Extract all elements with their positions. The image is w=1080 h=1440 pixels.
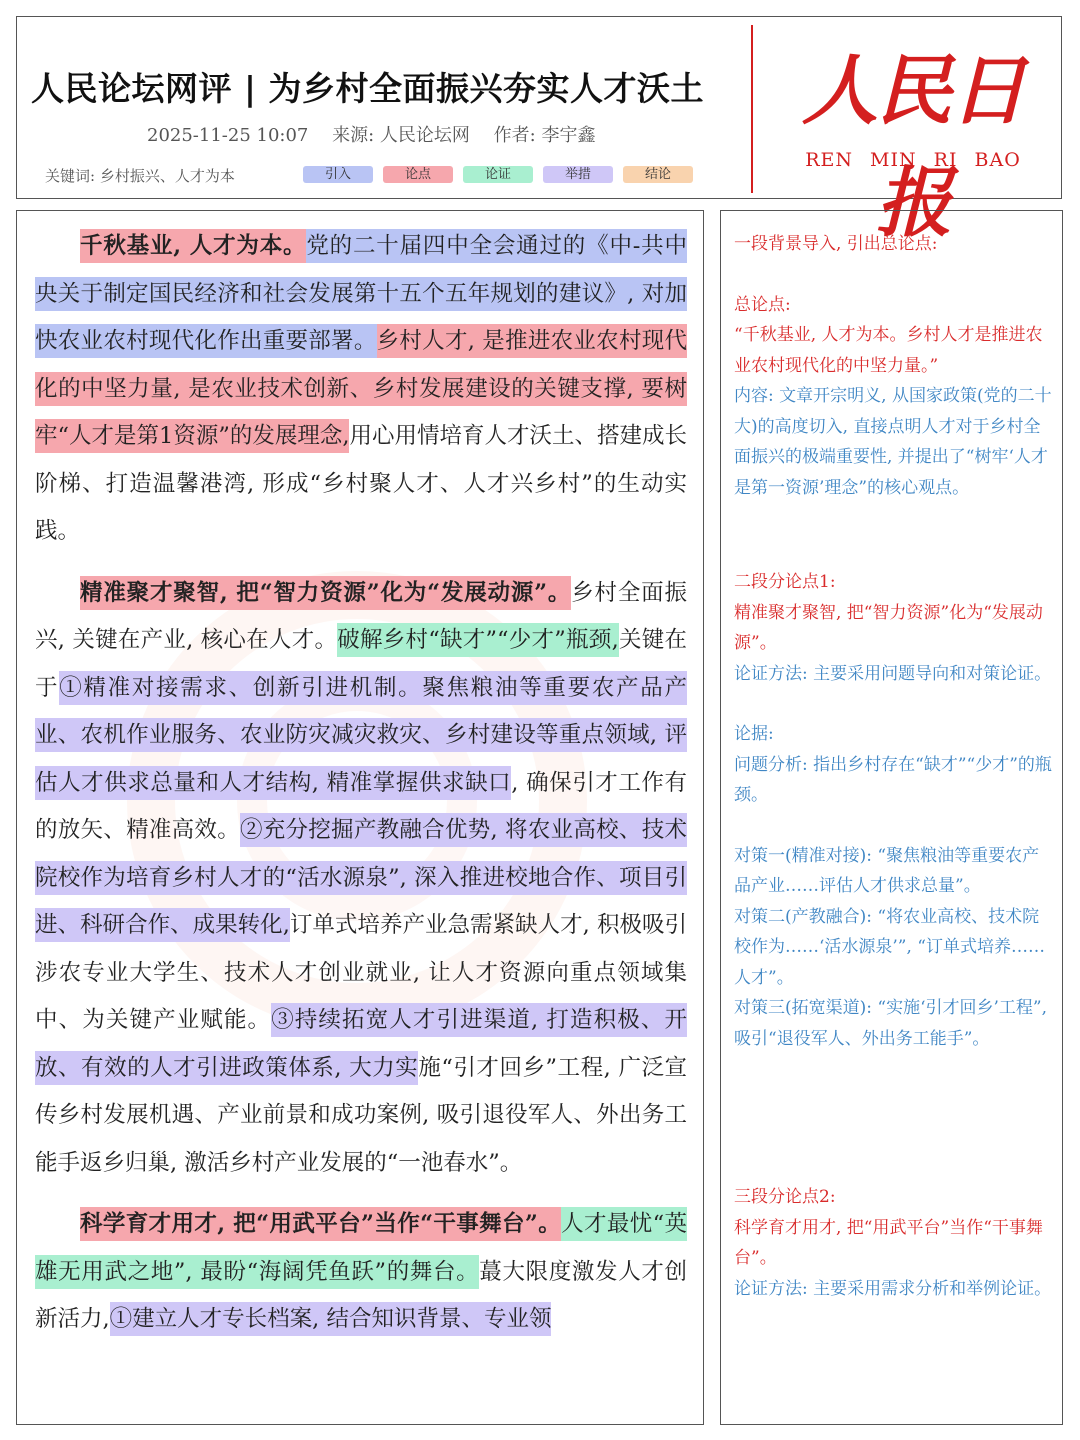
- color-legend: [303, 166, 703, 185]
- main-argument: 千秋基业, 人才为本。: [80, 229, 306, 263]
- sub-argument-1: 精准聚才聚智, 把“智力资源”化为“发展动源”。: [80, 576, 571, 610]
- note-main-content: 内容: 文章开宗明义, 从国家政策(党的二十大)的高度切入, 直接点明人才对于乡村全面振兴的极端重要性, 并提出了“树牢‘人才是第一资源’理念”的核心观点。: [734, 386, 1052, 498]
- note-sub2-method: 论证方法: 主要采用需求分析和举例论证。: [734, 1278, 1052, 1299]
- plain-text: 蕞大限度激发人才创新活力,: [35, 1258, 687, 1332]
- logo-pinyin: REN MIN RI BAO: [805, 149, 1021, 171]
- keywords: 关键词: 乡村振兴、人才为本: [45, 167, 235, 185]
- note-main-argument: “千秋基业, 人才为本。乡村人才是推进农业农村现代化的中坚力量。”: [734, 325, 1043, 376]
- publish-datetime: 2025-11-25 10:07: [147, 125, 309, 146]
- article-meta: [147, 121, 613, 147]
- plain-text: 施“引才回乡”工程, 广泛宣传乡村发展机遇、产业前景和成功案例, 吸引退役军人、外出务工能手返乡归巢, 激活乡村产业发展的“一池春水”。: [35, 1054, 688, 1176]
- legend-argument: 论点: [383, 166, 453, 183]
- note-problem: 问题分析: 指出乡村存在“缺才”“少才”的瓶颈。: [734, 754, 1052, 805]
- legend-measures: 举措: [543, 166, 613, 183]
- intro-sentence: 党的二十届四中全会通过的《中-共中央关于制定国民经济和社会发展第十五个五年规划的建议》, 对加快农业农村现代化作出重要部署。: [35, 229, 687, 358]
- measure-3: ③持续拓宽人才引进渠道, 打造积极、开放、有效的人才引进政策体系, 大力实: [35, 1003, 687, 1085]
- article-body: [16, 210, 704, 1425]
- note-measure-2: 对策二(产教融合): “将农业高校、技术院校作为……‘活水源泉’”, “订单式培养……人才”。: [734, 906, 1045, 988]
- note-main-label: 总论点:: [734, 294, 791, 315]
- legend-proof: 论证: [463, 166, 533, 183]
- note-evidence-label: 论据:: [734, 724, 774, 744]
- plain-text: 乡村全面振兴, 关键在产业, 核心在人才。: [35, 579, 687, 653]
- legend-conclusion: 结论: [623, 166, 693, 183]
- article-author: 作者: 李宇鑫: [493, 125, 596, 146]
- plain-text: 订单式培养产业急需紧缺人才, 积极吸引涉农专业大学生、技术人才创业就业, 让人才资源向重点领域集中、为关键产业赋能。: [35, 912, 687, 1033]
- analysis-notes: [720, 210, 1063, 1425]
- proof-sentence: 破解乡村“缺才”“少才”瓶颈,: [337, 623, 619, 657]
- note-sub2-argument: 科学育才用才, 把“用武平台”当作“干事舞台”。: [734, 1217, 1043, 1268]
- argument-sentence: 乡村人才, 是推进农业农村现代化的中坚力量, 是农业技术创新、乡村发展建设的关键支撑, 要树牢“人才是第1资源”的发展理念,: [35, 324, 687, 453]
- plain-text: , 确保引才工作有的放矢、精准高效。: [35, 769, 687, 843]
- header-divider: [751, 25, 753, 193]
- sub-argument-2: 科学育才用才, 把“用武平台”当作“干事舞台”。: [80, 1207, 561, 1241]
- page-title: 人民论坛网评 | 为乡村全面振兴夯实人才沃土: [31, 69, 704, 108]
- note-measure-1: 对策一(精准对接): “聚焦粮油等重要农产品产业……评估人才供求总量”。: [734, 845, 1040, 896]
- plain-text: 关键在于: [35, 627, 688, 701]
- measure-2: ②充分挖掘产教融合优势, 将农业高校、技术院校作为培育乡村人才的“活水源泉”, 深入推进校地合作、项目引进、科研合作、成果转化,: [35, 813, 687, 942]
- note-sub1-label: 二段分论点1:: [734, 572, 836, 592]
- measure-1: ①精准对接需求、创新引进机制。聚焦粮油等重要农产品产业、农机作业服务、农业防灾减灾救灾、乡村建设等重点领域, 评估人才供求总量和人才结构, 精准掌握供求缺口: [35, 671, 687, 800]
- logo-chinese: 人民日报: [802, 46, 1024, 247]
- paragraph-1: [17, 223, 703, 556]
- note-intro: 一段背景导入, 引出总论点:: [734, 234, 938, 254]
- paragraph-2: [17, 570, 703, 1188]
- note-sub2-label: 三段分论点2:: [734, 1187, 836, 1207]
- legend-intro: 引入: [303, 166, 373, 183]
- plain-text: 用心用情培育人才沃土、搭建成长阶梯、打造温馨港湾, 形成“乡村聚人才、人才兴乡村”的生动实践。: [35, 423, 687, 544]
- article-source: 来源: 人民论坛网: [332, 125, 470, 146]
- proof-sentence: 人才最忧“英雄无用武之地”, 最盼“海阔凭鱼跃”的舞台。: [35, 1207, 687, 1289]
- measure-1: ①建立人才专长档案, 结合知识背景、专业领: [110, 1302, 552, 1336]
- note-measure-3: 对策三(拓宽渠道): “实施‘引才回乡’工程”, 吸引“退役军人、外出务工能手”。: [734, 998, 1047, 1049]
- paragraph-3: [17, 1201, 703, 1344]
- note-sub1-argument: 精准聚才聚智, 把“智力资源”化为“发展动源”。: [734, 602, 1043, 653]
- note-sub1-method: 论证方法: 主要采用问题导向和对策论证。: [734, 663, 1052, 684]
